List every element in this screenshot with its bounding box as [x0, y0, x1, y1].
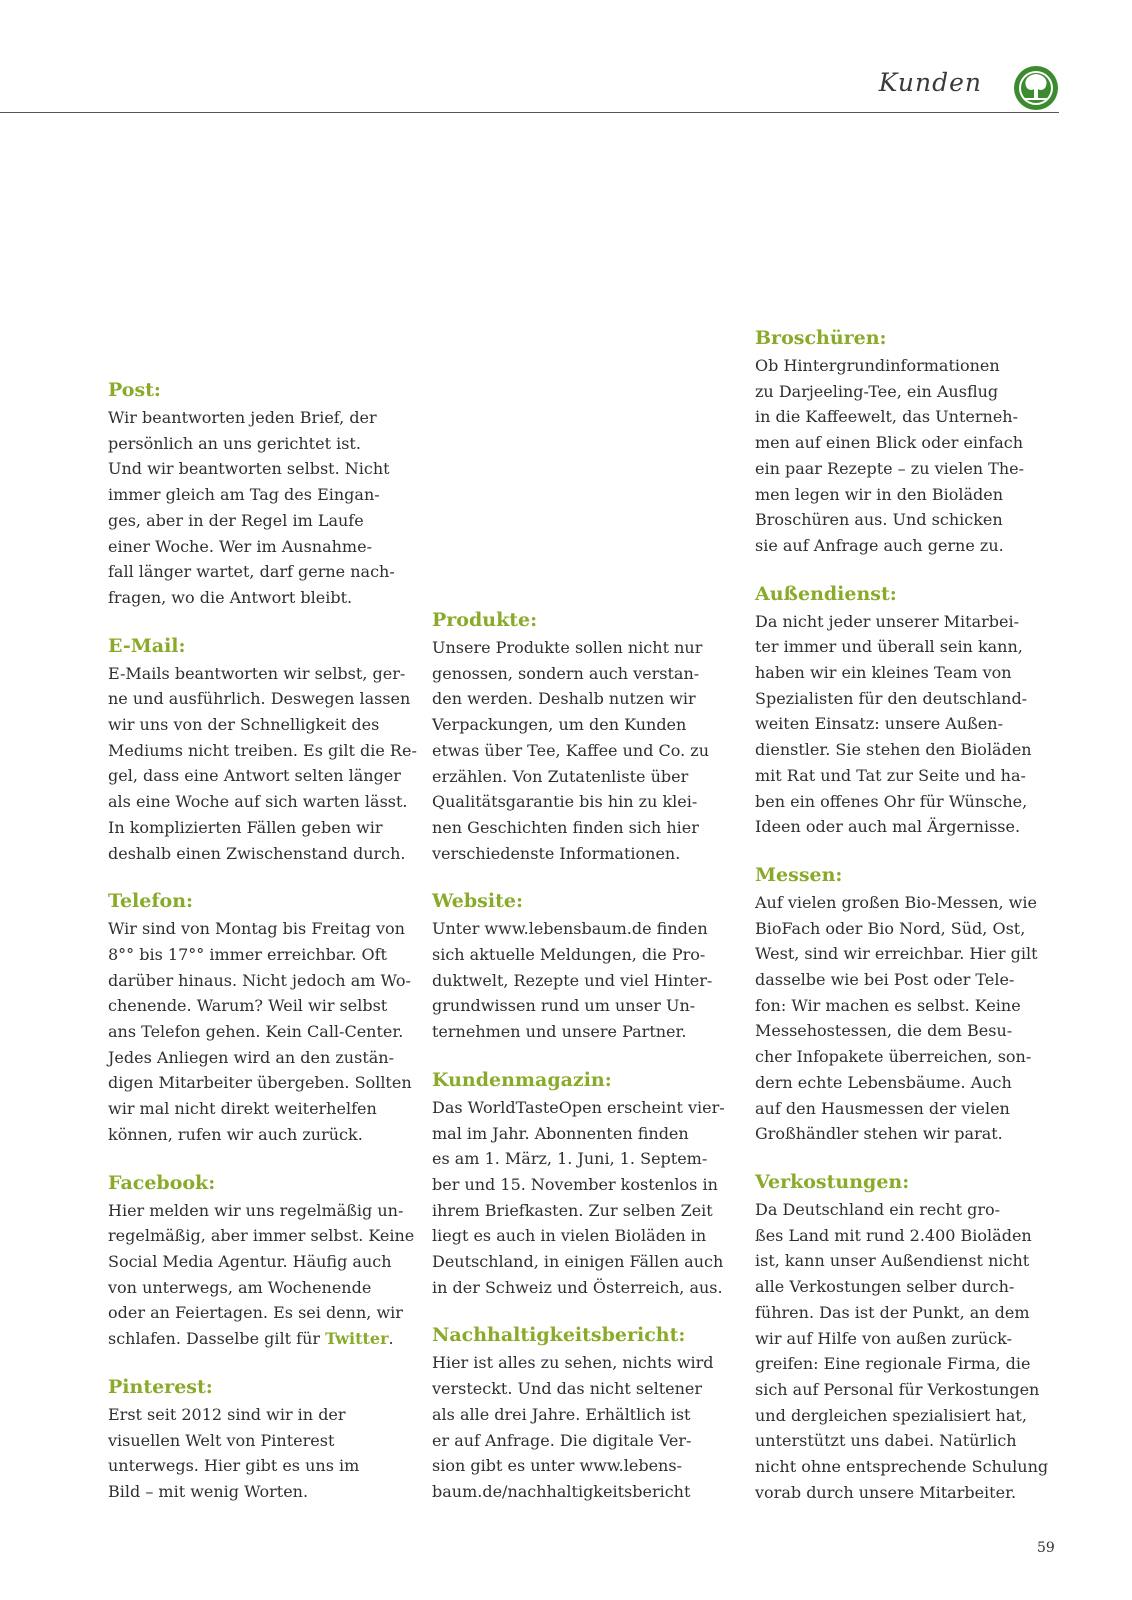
text-line: grundwissen rund um unser Un- — [432, 996, 696, 1016]
text-line: West, sind wir erreichbar. Hier gilt — [755, 944, 1038, 964]
section-nachhaltigkeitsbericht — [432, 1323, 732, 1504]
text-line: regelmäßig, aber immer selbst. Keine — [108, 1226, 415, 1246]
text-line: wir uns von der Schnelligkeit des — [108, 715, 380, 735]
text-line: mal im Jahr. Abonnenten finden — [432, 1123, 689, 1143]
twitter-link[interactable]: Twitter — [325, 1329, 389, 1349]
section-text — [108, 405, 408, 611]
section-text — [108, 916, 412, 1147]
section-post — [108, 378, 408, 611]
section-pinterest — [108, 1375, 408, 1505]
text-line: Qualitätsgarantie bis hin zu klei- — [432, 792, 698, 812]
text-line: Mediums nicht treiben. Es gilt die Re- — [108, 740, 417, 760]
text-line: chenende. Warum? Weil wir selbst — [108, 996, 388, 1016]
text-line: ter immer und überall sein kann, — [755, 637, 1023, 657]
text-line: Jedes Anliegen wird an den zustän- — [108, 1047, 394, 1067]
text-line: wir mal nicht direkt weiterhelfen — [108, 1099, 377, 1119]
section-heading: Produkte: — [432, 609, 538, 631]
text-line: Spezialisten für den deutschland- — [755, 688, 1028, 708]
text-line: Hier melden wir uns regelmäßig un- — [108, 1200, 404, 1220]
section-heading: Post: — [108, 379, 161, 401]
section-email — [108, 634, 417, 867]
text-line: weiten Einsatz: unsere Außen- — [755, 714, 1003, 734]
text-line: nicht ohne entsprechende Schulung — [755, 1457, 1049, 1477]
section-text — [432, 916, 732, 1045]
text-line: Social Media Agentur. Häufig auch — [108, 1251, 392, 1271]
text-line: können, rufen wir auch zurück. — [108, 1124, 363, 1144]
section-heading: Facebook: — [108, 1171, 216, 1194]
section-kundenmagazin — [432, 1068, 732, 1301]
text-line: Das WorldTasteOpen erscheint vier- — [432, 1097, 725, 1117]
text-line: in die Kaffeewelt, das Unterneh- — [755, 407, 1018, 427]
section-messen — [755, 863, 1055, 1147]
section-text — [108, 661, 417, 867]
section-text — [432, 1350, 732, 1504]
text-line: unterwegs. Hier gibt es uns im — [108, 1456, 360, 1476]
section-heading: Website: — [432, 890, 523, 913]
section-telefon — [108, 889, 412, 1147]
text-line: men legen wir in den Bioläden — [755, 484, 1004, 504]
text-line: wir auf Hilfe von außen zurück- — [755, 1328, 1012, 1348]
text-line: 8°° bis 17°° immer erreichbar. Oft — [108, 944, 387, 964]
text-line: ternehmen und unsere Partner. — [432, 1022, 687, 1042]
text-line: Unter www.lebensbaum.de finden — [432, 919, 708, 939]
text-line: ihrem Briefkasten. Zur selben Zeit — [432, 1200, 713, 1220]
text-fragment: . — [388, 1329, 394, 1349]
column-middle — [432, 608, 732, 1528]
text-line: digen Mitarbeiter übergeben. Sollten — [108, 1073, 412, 1093]
text-line: den werden. Deshalb nutzen wir — [432, 689, 696, 709]
text-line: Großhändler stehen wir parat. — [755, 1124, 1003, 1144]
section-text — [432, 635, 732, 866]
section-aussendienst — [755, 582, 1055, 840]
column-left — [108, 378, 417, 1528]
text-line: liegt es auch in vielen Bioläden in — [432, 1226, 707, 1246]
text-line: ges, aber in der Regel im Laufe — [108, 510, 364, 530]
section-website — [432, 889, 732, 1045]
section-heading: Nachhaltigkeitsbericht: — [432, 1324, 686, 1347]
text-line: sion gibt es unter www.lebens- — [432, 1456, 682, 1476]
text-line: haben wir ein kleines Team von — [755, 663, 1012, 683]
text-line: alle Verkostungen selber durch- — [755, 1277, 1015, 1297]
text-line: auf den Hausmessen der vielen — [755, 1098, 1010, 1118]
text-line: BioFach oder Bio Nord, Süd, Ost, — [755, 918, 1026, 938]
text-line: mit Rat und Tat zur Seite und ha- — [755, 765, 1026, 785]
text-line: erzählen. Von Zutatenliste über — [432, 766, 689, 786]
text-line: sich auf Personal für Verkostungen — [755, 1379, 1040, 1399]
section-heading: Broschüren: — [755, 327, 887, 349]
text-line: men auf einen Blick oder einfach — [755, 433, 1024, 453]
section-text — [755, 1197, 1055, 1505]
text-line: Messehostessen, die dem Besu- — [755, 1021, 1013, 1041]
text-line: als eine Woche auf sich warten lässt. — [108, 792, 408, 812]
text-line: ist, kann unser Außendienst nicht — [755, 1251, 1030, 1271]
section-text — [108, 1198, 415, 1352]
text-line: E-Mails beantworten wir selbst, ger- — [108, 663, 406, 683]
text-line: gel, dass eine Antwort selten länger — [108, 766, 401, 786]
section-text — [755, 890, 1055, 1147]
section-text — [755, 353, 1055, 559]
text-line: sie auf Anfrage auch gerne zu. — [755, 535, 1004, 555]
text-line: und dergleichen spezialisiert hat, — [755, 1405, 1027, 1425]
page-title: Kunden — [878, 68, 982, 97]
text-line: einer Woche. Wer im Ausnahme- — [108, 536, 372, 556]
header-divider — [0, 112, 1059, 113]
section-text — [432, 1095, 732, 1301]
text-line: etwas über Tee, Kaffee und Co. zu — [432, 740, 710, 760]
text-line: duktwelt, Rezepte und viel Hinter- — [432, 970, 713, 990]
text-line: Wir beantworten jeden Brief, der — [108, 408, 377, 427]
section-heading: Pinterest: — [108, 1375, 213, 1398]
text-line: deshalb einen Zwischenstand durch. — [108, 843, 406, 863]
text-line: visuellen Welt von Pinterest — [108, 1430, 335, 1450]
section-facebook — [108, 1171, 415, 1352]
section-text — [108, 1402, 408, 1505]
text-fragment: schlafen. Dasselbe gilt für — [108, 1329, 326, 1349]
text-line: In komplizierten Fällen geben wir — [108, 817, 383, 837]
text-line: immer gleich am Tag des Eingan- — [108, 485, 380, 505]
text-line: Deutschland, in einigen Fällen auch — [432, 1252, 724, 1272]
section-heading: Außendienst: — [755, 582, 897, 605]
text-line: Auf vielen großen Bio-Messen, wie — [755, 892, 1037, 912]
text-line: fall länger wartet, darf gerne nach- — [108, 562, 395, 582]
section-broschueren — [755, 326, 1055, 559]
text-line: Und wir beantworten selbst. Nicht — [108, 459, 390, 479]
text-line: Ob Hintergrundinformationen — [755, 356, 1000, 375]
text-line: führen. Das ist der Punkt, an dem — [755, 1302, 1030, 1322]
text-line: Da nicht jeder unserer Mitarbei- — [755, 611, 1020, 631]
text-line: nen Geschichten finden sich hier — [432, 817, 699, 837]
text-line: ein paar Rezepte – zu vielen The- — [755, 458, 1025, 478]
text-line: baum.de/nachhaltigkeitsbericht — [432, 1481, 691, 1501]
section-heading: Kundenmagazin: — [432, 1068, 612, 1091]
text-line: Erst seit 2012 sind wir in der — [108, 1404, 346, 1424]
text-line: es am 1. März, 1. Juni, 1. Septem- — [432, 1149, 708, 1169]
text-line: Da Deutschland ein recht gro- — [755, 1199, 1001, 1219]
text-line: dienstler. Sie stehen den Bioläden — [755, 740, 1032, 760]
section-heading: E-Mail: — [108, 634, 186, 657]
text-line: Ideen oder auch mal Ärgernisse. — [755, 817, 1021, 837]
text-line: ber und 15. November kostenlos in — [432, 1174, 718, 1194]
text-line: vorab durch unsere Mitarbeiter. — [755, 1482, 1017, 1502]
text-line: ben ein offenes Ohr für Wünsche, — [755, 791, 1028, 811]
section-heading: Verkostungen: — [755, 1170, 910, 1193]
text-line: genossen, sondern auch verstan- — [432, 663, 700, 683]
text-line: als alle drei Jahre. Erhältlich ist — [432, 1404, 691, 1424]
text-line: darüber hinaus. Nicht jedoch am Wo- — [108, 970, 411, 990]
text-line: versteckt. Und das nicht seltener — [432, 1379, 703, 1399]
column-right — [755, 326, 1055, 1528]
text-line: Hier ist alles zu sehen, nichts wird — [432, 1353, 714, 1373]
text-line: Verpackungen, um den Kunden — [432, 715, 687, 735]
page-number: 59 — [1037, 1540, 1055, 1556]
text-line: fragen, wo die Antwort bleibt. — [108, 587, 353, 607]
text-line: dern echte Lebensbäume. Auch — [755, 1072, 1012, 1092]
text-line: verschiedenste Informationen. — [432, 843, 681, 863]
text-line: Wir sind von Montag bis Freitag von — [108, 919, 405, 939]
text-line: oder an Feiertagen. Es sei denn, wir — [108, 1303, 403, 1323]
section-text — [755, 609, 1055, 840]
text-line: ßes Land mit rund 2.400 Bioläden — [755, 1225, 1032, 1245]
text-line: ans Telefon gehen. Kein Call-Center. — [108, 1022, 404, 1042]
section-heading: Messen: — [755, 863, 843, 886]
section-produkte — [432, 608, 732, 866]
text-line: sich aktuelle Meldungen, die Pro- — [432, 945, 706, 965]
text-line: unterstützt uns dabei. Natürlich — [755, 1431, 1017, 1451]
text-line: fon: Wir machen es selbst. Keine — [755, 995, 1021, 1015]
section-heading: Telefon: — [108, 890, 194, 913]
text-line: cher Infopakete überreichen, son- — [755, 1047, 1032, 1067]
text-line: ne und ausführlich. Deswegen lassen — [108, 689, 411, 709]
text-line: Broschüren aus. Und schicken — [755, 510, 1003, 530]
text-line: in der Schweiz und Österreich, aus. — [432, 1277, 723, 1297]
section-verkostungen — [755, 1170, 1055, 1505]
text-line: von unterwegs, am Wochenende — [108, 1277, 372, 1297]
text-line: er auf Anfrage. Die digitale Ver- — [432, 1430, 692, 1450]
text-line: zu Darjeeling-Tee, ein Ausflug — [755, 381, 999, 401]
text-line: greifen: Eine regionale Firma, die — [755, 1354, 1031, 1374]
text-line: persönlich an uns gerichtet ist. — [108, 433, 361, 453]
text-line: Unsere Produkte sollen nicht nur — [432, 638, 703, 657]
lebensbaum-logo-icon — [1013, 65, 1059, 111]
text-line-with-link — [108, 1326, 408, 1352]
text-line: dasselbe wie bei Post oder Tele- — [755, 970, 1015, 990]
text-line: Bild – mit wenig Worten. — [108, 1481, 309, 1501]
